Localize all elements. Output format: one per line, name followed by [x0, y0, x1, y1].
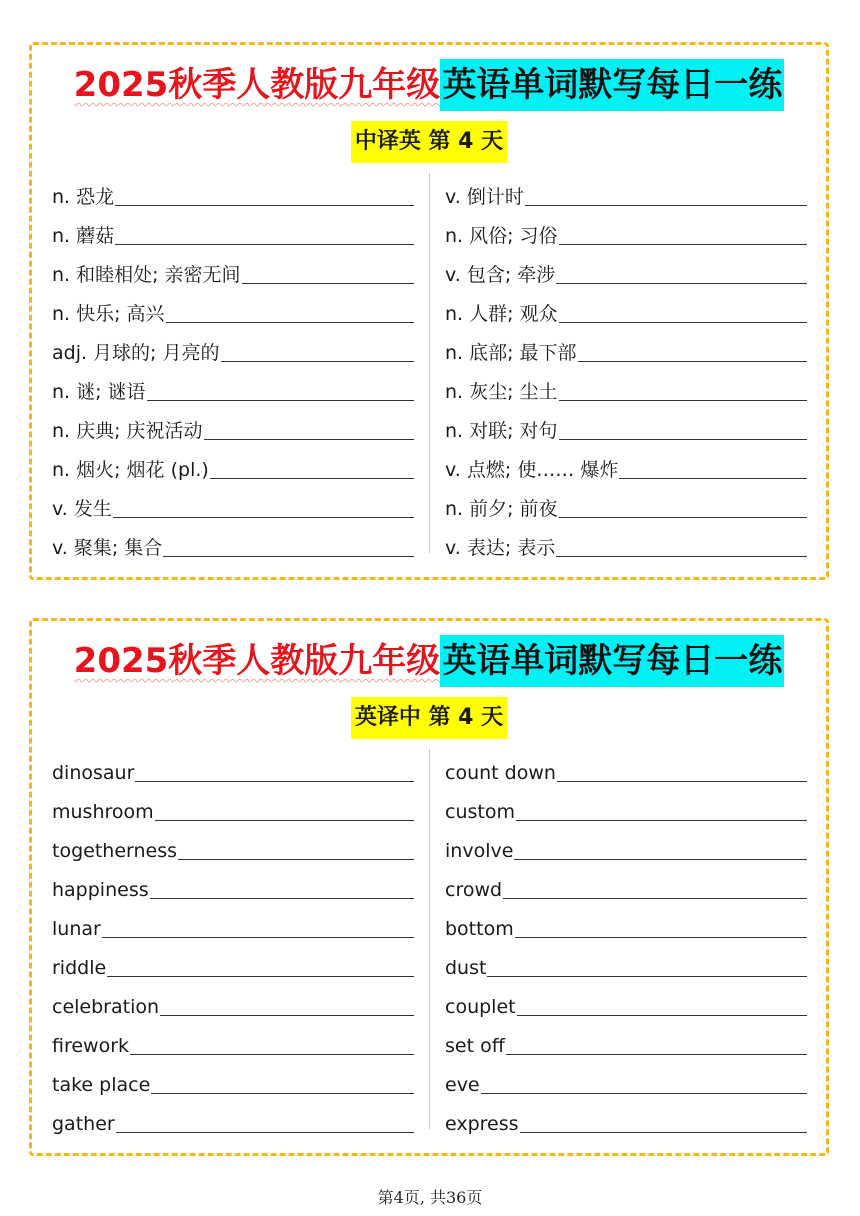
vocab-row	[445, 827, 807, 866]
answer-blank-line[interactable]	[155, 819, 414, 821]
vocab-row	[52, 251, 414, 290]
vocab-term: firework	[52, 1035, 130, 1057]
answer-blank-line[interactable]	[559, 321, 807, 323]
answer-blank-line[interactable]	[525, 204, 807, 206]
vocab-term: couplet	[445, 996, 516, 1018]
vocab-term: celebration	[52, 996, 160, 1018]
vocab-row	[52, 1061, 414, 1100]
answer-blank-line[interactable]	[147, 399, 414, 401]
answer-blank-line[interactable]	[130, 1053, 414, 1055]
vocab-term: riddle	[52, 957, 107, 979]
vocab-term: mushroom	[52, 801, 154, 823]
answer-blank-line[interactable]	[487, 975, 807, 977]
vocab-term: n. 风俗; 习俗	[445, 225, 558, 247]
vocab-row	[52, 212, 414, 251]
vocab-term: v. 倒计时	[445, 186, 524, 208]
subtitle-label: 英译中 第 4 天	[351, 697, 507, 739]
title-practice-label: 英语单词默写每日一练	[440, 635, 784, 687]
answer-blank-line[interactable]	[559, 243, 807, 245]
vocab-row	[445, 1022, 807, 1061]
vocab-term: n. 烟火; 烟花 (pl.)	[52, 459, 209, 481]
vocab-term: n. 灰尘; 尘土	[445, 381, 558, 403]
page-footer: 第4页, 共36页	[377, 1188, 483, 1207]
title-grade-label: 2025秋季人教版九年级	[73, 65, 441, 105]
answer-blank-line[interactable]	[102, 936, 414, 938]
vocab-row	[52, 407, 414, 446]
vocab-row	[52, 368, 414, 407]
answer-blank-line[interactable]	[135, 780, 414, 782]
vocab-term: v. 包含; 牵涉	[445, 264, 556, 286]
answer-blank-line[interactable]	[166, 321, 414, 323]
answer-blank-line[interactable]	[506, 1053, 807, 1055]
answer-blank-line[interactable]	[481, 1092, 807, 1094]
vocab-term: n. 人群; 观众	[445, 303, 558, 325]
answer-blank-line[interactable]	[107, 975, 414, 977]
answer-blank-line[interactable]	[160, 1014, 414, 1016]
vocab-row	[445, 173, 807, 212]
vocab-term: eve	[445, 1074, 480, 1096]
vocab-term: n. 对联; 对句	[445, 420, 558, 442]
vocab-term: n. 恐龙	[52, 186, 115, 208]
vocab-term: togetherness	[52, 840, 178, 862]
worksheet-subtitle	[32, 697, 826, 739]
answer-blank-line[interactable]	[242, 282, 414, 284]
answer-blank-line[interactable]	[115, 243, 414, 245]
column-divider	[429, 749, 430, 1129]
answer-blank-line[interactable]	[520, 1131, 807, 1133]
vocab-row	[52, 1100, 414, 1139]
answer-blank-line[interactable]	[559, 399, 807, 401]
title-grade-label: 2025秋季人教版九年级	[73, 641, 441, 681]
worksheet-card-english-to-chinese	[29, 618, 829, 1156]
vocab-row	[445, 944, 807, 983]
vocab-row	[445, 524, 807, 563]
vocab-row	[445, 251, 807, 290]
vocab-row	[445, 905, 807, 944]
vocab-row	[445, 485, 807, 524]
vocab-term: dinosaur	[52, 762, 135, 784]
vocab-row	[445, 407, 807, 446]
vocab-row	[52, 944, 414, 983]
vocab-row	[445, 1061, 807, 1100]
vocab-term: v. 聚集; 集合	[52, 537, 163, 559]
vocab-term: bottom	[445, 918, 514, 940]
vocab-row	[52, 827, 414, 866]
column-divider	[429, 173, 430, 553]
answer-blank-line[interactable]	[150, 897, 414, 899]
vocab-row	[52, 749, 414, 788]
vocab-row	[52, 290, 414, 329]
vocab-row	[52, 788, 414, 827]
vocab-term: adj. 月球的; 月亮的	[52, 342, 220, 364]
vocab-row	[52, 983, 414, 1022]
vocab-row	[52, 905, 414, 944]
answer-blank-line[interactable]	[221, 360, 414, 362]
vocab-term: n. 前夕; 前夜	[445, 498, 558, 520]
vocab-term: express	[445, 1113, 519, 1135]
vocab-row	[445, 983, 807, 1022]
vocab-term: dust	[445, 957, 487, 979]
answer-blank-line[interactable]	[503, 897, 807, 899]
answer-blank-line[interactable]	[556, 555, 807, 557]
vocab-term: happiness	[52, 879, 149, 901]
right-column	[445, 173, 807, 563]
vocab-row	[52, 866, 414, 905]
vocab-row	[445, 1100, 807, 1139]
answer-blank-line[interactable]	[151, 1092, 414, 1094]
vocab-term: n. 庆典; 庆祝活动	[52, 420, 203, 442]
vocab-row	[52, 446, 414, 485]
vocab-row	[445, 749, 807, 788]
vocab-term: gather	[52, 1113, 115, 1135]
answer-blank-line[interactable]	[619, 477, 807, 479]
answer-blank-line[interactable]	[559, 438, 807, 440]
title-practice-label: 英语单词默写每日一练	[440, 59, 784, 111]
answer-blank-line[interactable]	[556, 282, 807, 284]
answer-blank-line[interactable]	[516, 819, 807, 821]
answer-blank-line[interactable]	[163, 555, 414, 557]
worksheet-subtitle	[32, 121, 826, 163]
vocab-term: take place	[52, 1074, 151, 1096]
worksheet-card-chinese-to-english	[29, 42, 829, 580]
vocab-term: v. 点燃; 使…… 爆炸	[445, 459, 619, 481]
answer-blank-line[interactable]	[515, 936, 807, 938]
vocab-term: n. 蘑菇	[52, 225, 115, 247]
vocab-row	[445, 446, 807, 485]
answer-blank-line[interactable]	[210, 477, 414, 479]
vocab-row	[52, 524, 414, 563]
vocab-row	[445, 329, 807, 368]
answer-blank-line[interactable]	[178, 858, 414, 860]
left-column	[52, 173, 414, 563]
vocab-term: set off	[445, 1035, 505, 1057]
vocab-row	[52, 329, 414, 368]
vocab-term: crowd	[445, 879, 503, 901]
vocab-row	[445, 368, 807, 407]
vocab-row	[445, 290, 807, 329]
vocab-term: n. 谜; 谜语	[52, 381, 146, 403]
answer-blank-line[interactable]	[113, 516, 414, 518]
answer-blank-line[interactable]	[578, 360, 807, 362]
vocab-row	[52, 485, 414, 524]
vocab-term: n. 和睦相处; 亲密无间	[52, 264, 241, 286]
vocab-term: custom	[445, 801, 515, 823]
answer-blank-line[interactable]	[517, 1014, 807, 1016]
subtitle-label: 中译英 第 4 天	[351, 121, 507, 163]
answer-blank-line[interactable]	[116, 1131, 414, 1133]
answer-blank-line[interactable]	[559, 516, 807, 518]
vocab-term: n. 快乐; 高兴	[52, 303, 165, 325]
answer-blank-line[interactable]	[115, 204, 414, 206]
vocab-row	[445, 212, 807, 251]
vocab-row	[52, 1022, 414, 1061]
answer-blank-line[interactable]	[204, 438, 414, 440]
vocab-term: lunar	[52, 918, 101, 940]
vocab-term: involve	[445, 840, 514, 862]
vocab-term: v. 表达; 表示	[445, 537, 556, 559]
vocab-row	[445, 866, 807, 905]
right-column	[445, 749, 807, 1139]
answer-blank-line[interactable]	[514, 858, 807, 860]
worksheet-title	[32, 635, 826, 687]
vocab-term: n. 底部; 最下部	[445, 342, 577, 364]
answer-blank-line[interactable]	[557, 780, 807, 782]
vocab-row	[445, 788, 807, 827]
left-column	[52, 749, 414, 1139]
vocab-row	[52, 173, 414, 212]
vocab-term: count down	[445, 762, 556, 784]
worksheet-title	[32, 59, 826, 111]
vocab-term: v. 发生	[52, 498, 112, 520]
